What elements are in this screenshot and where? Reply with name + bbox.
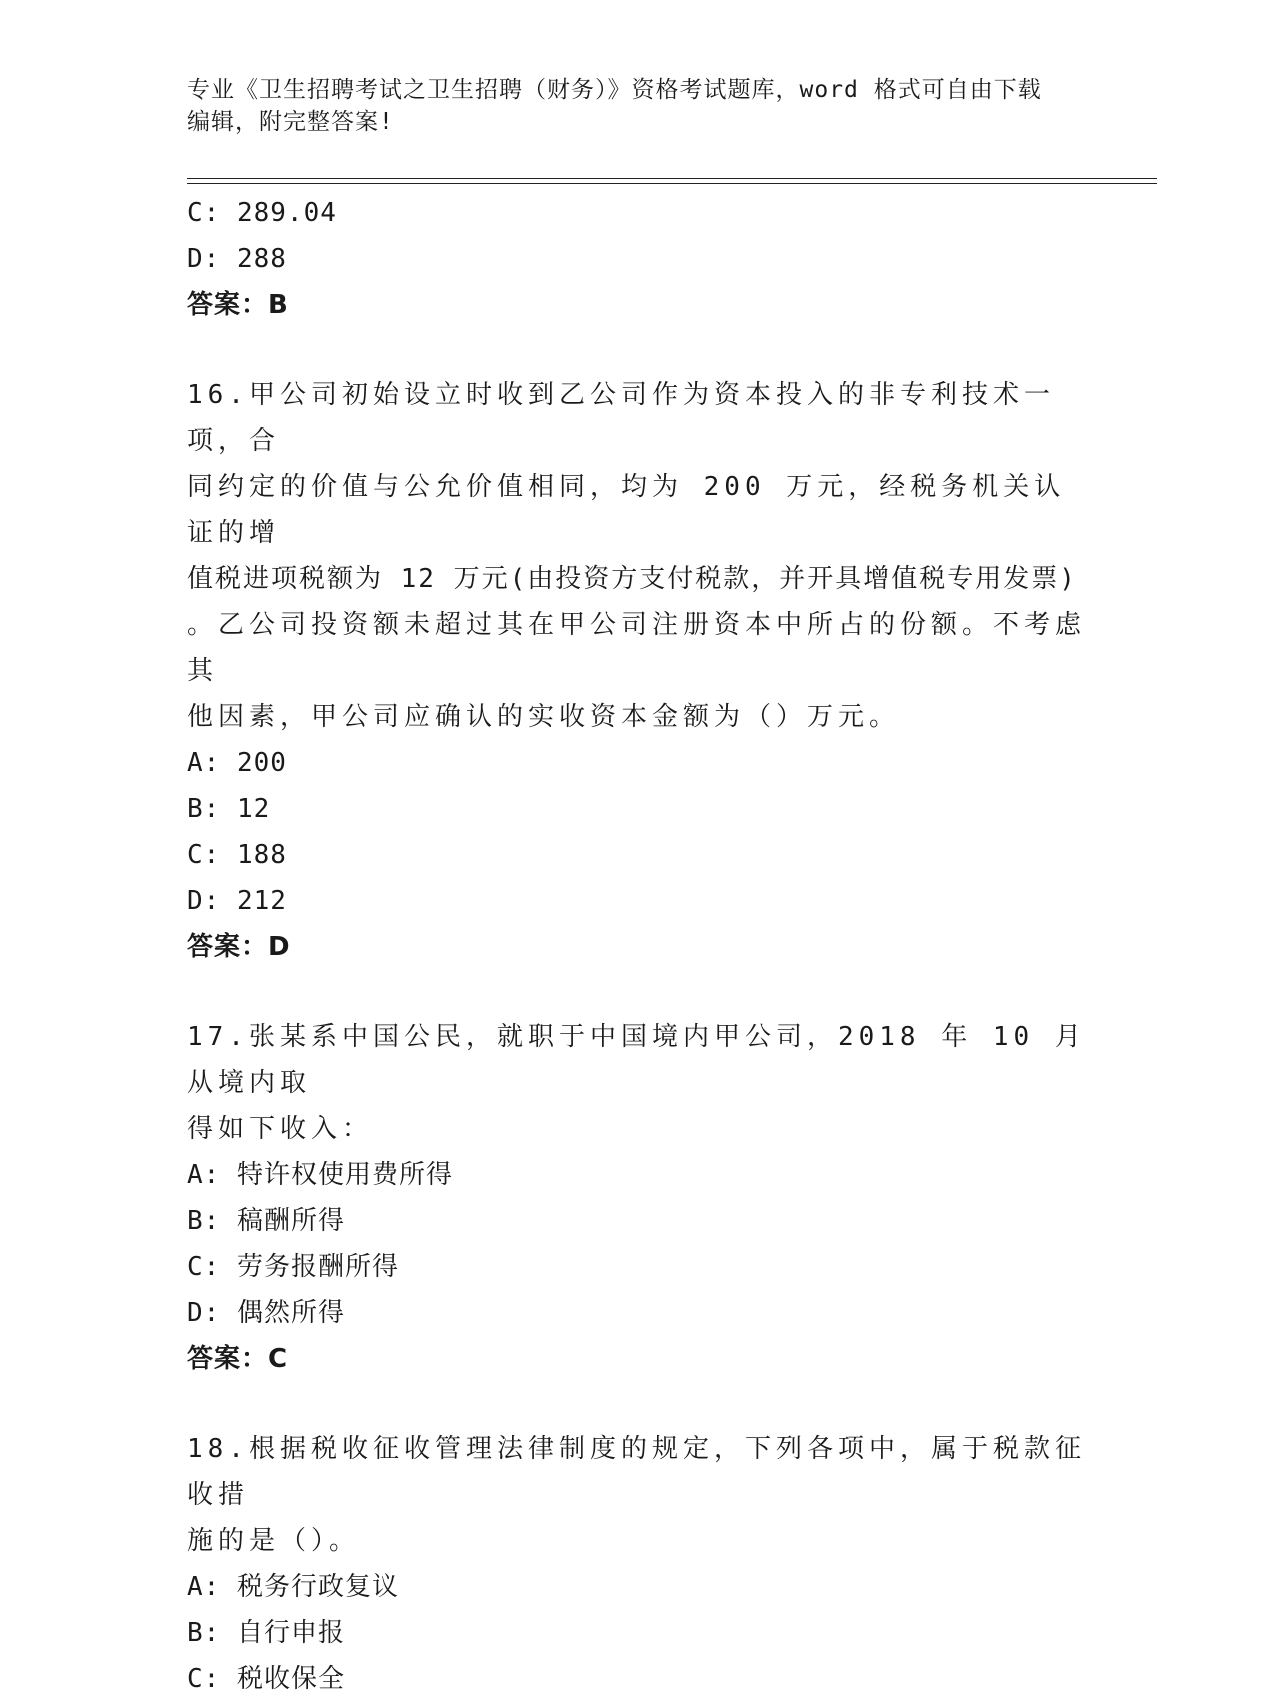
question-text	[187, 372, 1087, 740]
header-line-1: 专业《卫生招聘考试之卫生招聘（财务）》资格考试题库，word 格式可自由下载	[187, 77, 1042, 103]
option-d: D: 212	[187, 886, 287, 916]
question-line: 得如下收入：	[187, 1114, 374, 1144]
option-c: C: 劳务报酬所得	[187, 1252, 399, 1282]
header-rule-top	[187, 178, 1157, 179]
question-list	[187, 190, 1087, 1702]
document-header	[187, 74, 1087, 138]
question-text	[187, 1014, 1087, 1152]
option-d: D: 288	[187, 244, 287, 274]
option-c: C: 188	[187, 840, 287, 870]
answer: 答案：C	[187, 1344, 289, 1374]
option-c: C: 税收保全	[187, 1664, 345, 1694]
question-15-tail	[187, 190, 1087, 328]
question-16	[187, 372, 1087, 970]
answer: 答案：B	[187, 290, 289, 320]
option-b: B: 自行申报	[187, 1618, 345, 1648]
question-line: 他因素，甲公司应确认的实收资本金额为（）万元。	[187, 702, 901, 732]
option-a: A: 特许权使用费所得	[187, 1160, 453, 1190]
question-17	[187, 1014, 1087, 1382]
option-c: C: 289.04	[187, 198, 337, 228]
question-line: 16.甲公司初始设立时收到乙公司作为资本投入的非专利技术一项，合	[187, 380, 1055, 456]
question-line: 18.根据税收征收管理法律制度的规定，下列各项中，属于税款征收措	[187, 1434, 1086, 1510]
answer: 答案：D	[187, 932, 291, 962]
option-d: D: 偶然所得	[187, 1298, 345, 1328]
question-line: 。乙公司投资额未超过其在甲公司注册资本中所占的份额。不考虑其	[187, 610, 1087, 686]
option-a: A: 200	[187, 748, 287, 778]
question-18	[187, 1426, 1087, 1702]
question-line: 17.张某系中国公民，就职于中国境内甲公司，2018 年 10 月从境内取	[187, 1022, 1086, 1098]
option-b: B: 稿酬所得	[187, 1206, 345, 1236]
question-line: 值税进项税额为 12 万元(由投资方支付税款，并开具增值税专用发票)	[187, 564, 1077, 594]
option-b: B: 12	[187, 794, 271, 824]
question-line: 同约定的价值与公允价值相同，均为 200 万元，经税务机关认证的增	[187, 472, 1066, 548]
question-text	[187, 1426, 1087, 1564]
option-a: A: 税务行政复议	[187, 1572, 399, 1602]
header-rule-bottom	[187, 183, 1157, 184]
question-line: 施的是（）。	[187, 1526, 361, 1556]
header-line-2: 编辑，附完整答案!	[187, 109, 394, 135]
